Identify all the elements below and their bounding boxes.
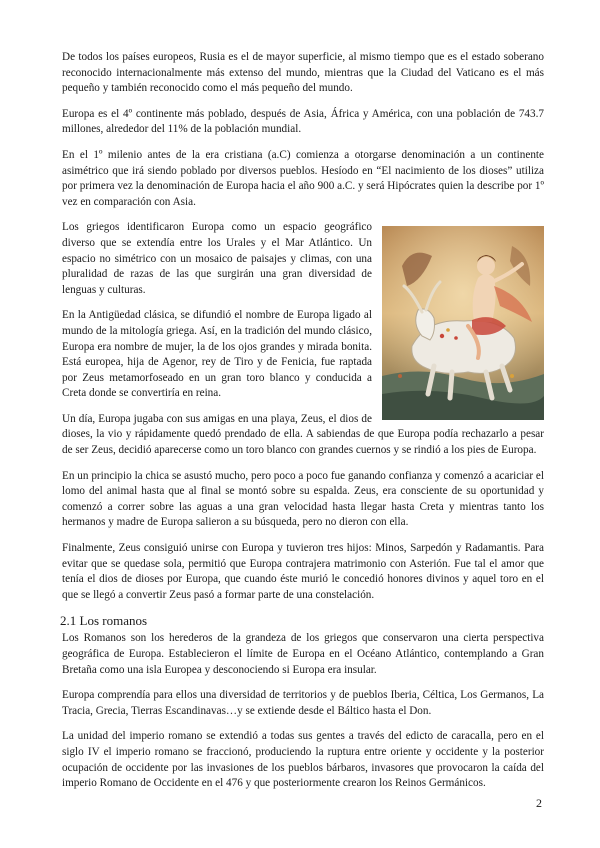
europa-and-bull-painting [382, 226, 544, 420]
paragraph-romanos-herederos: Los Romanos son los herederos de la grandeza de los griegos que conservaron una cierta perspectiva geográfica de Europa. Establecieron el límite de Europa en el Océano Atlántico, contemplando a Gran Bretaña como una isla Europea y desconociendo si Europa era insular. [62, 632, 544, 676]
paragraph-milenio: En el 1º milenio antes de la era cristiana (a.C) comienza a otorgarse denominación a un continente asimétrico que irá siendo poblado por diversos pueblos. Hesíodo en “El nacimiento de los dioses” utiliza por primera vez la denominación de Europa hacia el año 900 a.C. y será Hipócrates quien la describe por 1º vez en comparación con Asia. [62, 148, 544, 208]
paragraph-poblacion: Europa es el 4º continente más poblado, después de Asia, África y América, con una población de 743.7 millones, alrededor del 11% de la población mundial. [62, 107, 544, 136]
paragraph-antiguedad: En la Antigüedad clásica, se difundió el nombre de Europa ligado al mundo de la mitología griega. Así, en la tradición del mundo clásico, Europa era nombre de mujer, la de los ojos grandes y mirada bonita. Está europea, hija de Agenor, rey de Tiro y de Fenicia, fue raptada por Zeus metamorfoseado en un gran toro blanco y conducida a Creta donde se convertiría en reina. [62, 309, 372, 400]
paragraph-un-dia: Un día, Europa jugaba con sus amigas en una playa, Zeus, el dios de dioses, la vio y rápidamente quedó prendado de ella. A sabiendas de que Europa podía rechazarlo a pesar de ser Zeus, decidió aparecerse como un toro blanco con grandes cuernos y se rindió a los pies de Europa. [62, 412, 544, 457]
paragraph-finalmente: Finalmente, Zeus consiguió unirse con Europa y tuvieron tres hijos: Minos, Sarpedón y Radamantis. Para evitar que se quedase sola, permitió que Europa contrajera matrimonio con Asterión. Fue tal el amor que tenía el dios de dioses por Europa, que cuando éste murió le concedió honores divinos y aquel toro en el que se llegó a convertir Zeus pasó a formar parte de una constelación. [62, 542, 544, 601]
paragraph-principio: En un principio la chica se asustó mucho, pero poco a poco fue ganando confianza y comenzó a acariciar el lomo del animal hasta que al final se montó sobre su espalda. Zeus, era consciente de su oportunidad y comenzó a correr sobre las aguas a una gran velocidad hasta llegar hasta Creta y mientras tanto los hermanos y madre de Europa salieron a su búsqueda, pero no dieron con ella. [62, 469, 544, 529]
paragraph-romanos-territorios: Europa comprendía para ellos una diversidad de territorios y de pueblos Iberia, Céltica, Los Germanos, La Tracia, Grecia, Tierras Escandinavas…y se extiende desde el Báltico hasta el Don. [62, 689, 544, 717]
paragraph-rusia: De todos los países europeos, Rusia es el de mayor superficie, al mismo tiempo que es el estado soberano reconocido internacionalmente más extenso del mundo, mientras que la Ciudad del Vaticano es el más pequeño y también reconocido como el más pequeño del mundo. [62, 51, 544, 95]
paragraph-griegos: Los griegos identificaron Europa como un espacio geográfico diverso que se extendía entre los Urales y el Mar Atlántico. Un espacio no simétrico con un mosaico de paisajes y climas, con una pluralidad de razas de las que surgirán una gran diversidad de lenguas y culturas. [62, 221, 372, 296]
page-number: 2 [536, 796, 542, 810]
document-page [62, 50, 544, 802]
section-heading-romanos: 2.1 Los romanos [60, 613, 148, 629]
paragraph-romanos-imperio: La unidad del imperio romano se extendió a todas sus gentes a través del edicto de caracalla, pero en el siglo IV el imperio romano se fraccionó, produciendo la ruptura entre oriente y occidente y la posterior ocupación de occidente por las invasiones de los pueblos bárbaros, invasores que provocaron la caída del imperio Romano de Occidente en el 476 y que posteriormente crearon los Reinos Germánicos. [62, 730, 544, 790]
